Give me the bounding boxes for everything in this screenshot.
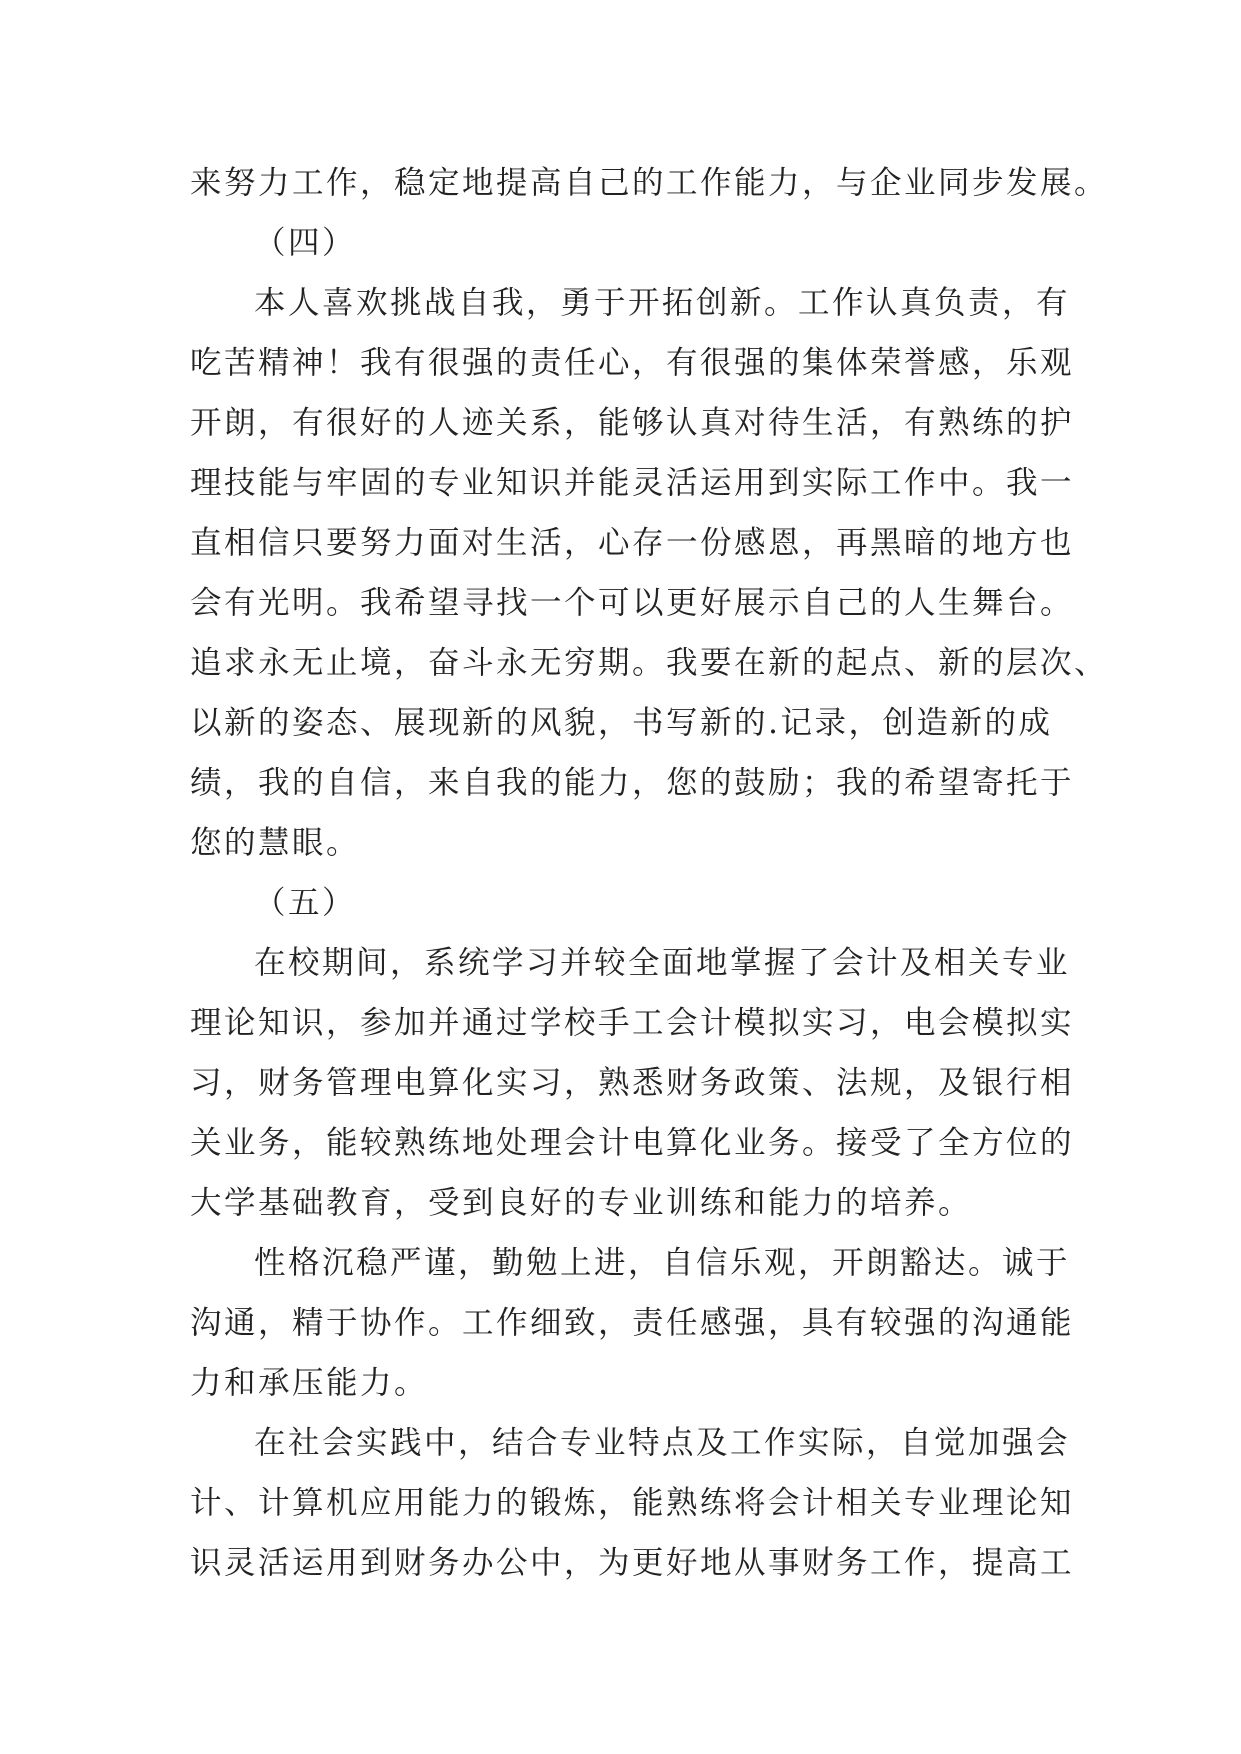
text-line: 吃苦精神！我有很强的责任心，有很强的集体荣誉感，乐观	[190, 345, 1075, 381]
text-line: 来努力工作，稳定地提高自己的工作能力，与企业同步发展。	[190, 165, 1109, 201]
text-line: 本人喜欢挑战自我，勇于开拓创新。工作认真负责，有	[254, 285, 1071, 321]
text-line: 理技能与牢固的专业知识并能灵活运用到实际工作中。我一	[190, 465, 1075, 501]
text-line: 会有光明。我希望寻找一个可以更好展示自己的人生舞台。	[190, 585, 1075, 621]
section-heading-five: （五）	[254, 885, 357, 921]
text-line: 力和承压能力。	[190, 1365, 429, 1401]
text-line: 追求永无止境，奋斗永无穷期。我要在新的起点、新的层次、	[190, 645, 1109, 681]
text-line: 您的慧眼。	[190, 825, 361, 861]
text-line: 性格沉稳严谨，勤勉上进，自信乐观，开朗豁达。诚于	[254, 1245, 1071, 1281]
text-line: 绩，我的自信，来自我的能力，您的鼓励；我的希望寄托于	[190, 765, 1075, 801]
text-line: 计、计算机应用能力的锻炼，能熟练将会计相关专业理论知	[190, 1485, 1075, 1521]
text-line: 在校期间，系统学习并较全面地掌握了会计及相关专业	[254, 945, 1071, 981]
text-line: 识灵活运用到财务办公中，为更好地从事财务工作，提高工	[190, 1545, 1075, 1581]
text-line: 直相信只要努力面对生活，心存一份感恩，再黑暗的地方也	[190, 525, 1075, 561]
text-line: 关业务，能较熟练地处理会计电算化业务。接受了全方位的	[190, 1125, 1075, 1161]
text-line: 在社会实践中，结合专业特点及工作实际，自觉加强会	[254, 1425, 1071, 1461]
section-heading-four: （四）	[254, 225, 357, 261]
text-line: 习，财务管理电算化实习，熟悉财务政策、法规，及银行相	[190, 1065, 1075, 1101]
text-line: 以新的姿态、展现新的风貌，书写新的.记录，创造新的成	[190, 705, 1053, 741]
text-line: 理论知识，参加并通过学校手工会计模拟实习，电会模拟实	[190, 1005, 1075, 1041]
text-line: 沟通，精于协作。工作细致，责任感强，具有较强的沟通能	[190, 1305, 1075, 1341]
text-line: 开朗，有很好的人迹关系，能够认真对待生活，有熟练的护	[190, 405, 1075, 441]
text-line: 大学基础教育，受到良好的专业训练和能力的培养。	[190, 1185, 973, 1221]
document-body	[190, 153, 1109, 1593]
